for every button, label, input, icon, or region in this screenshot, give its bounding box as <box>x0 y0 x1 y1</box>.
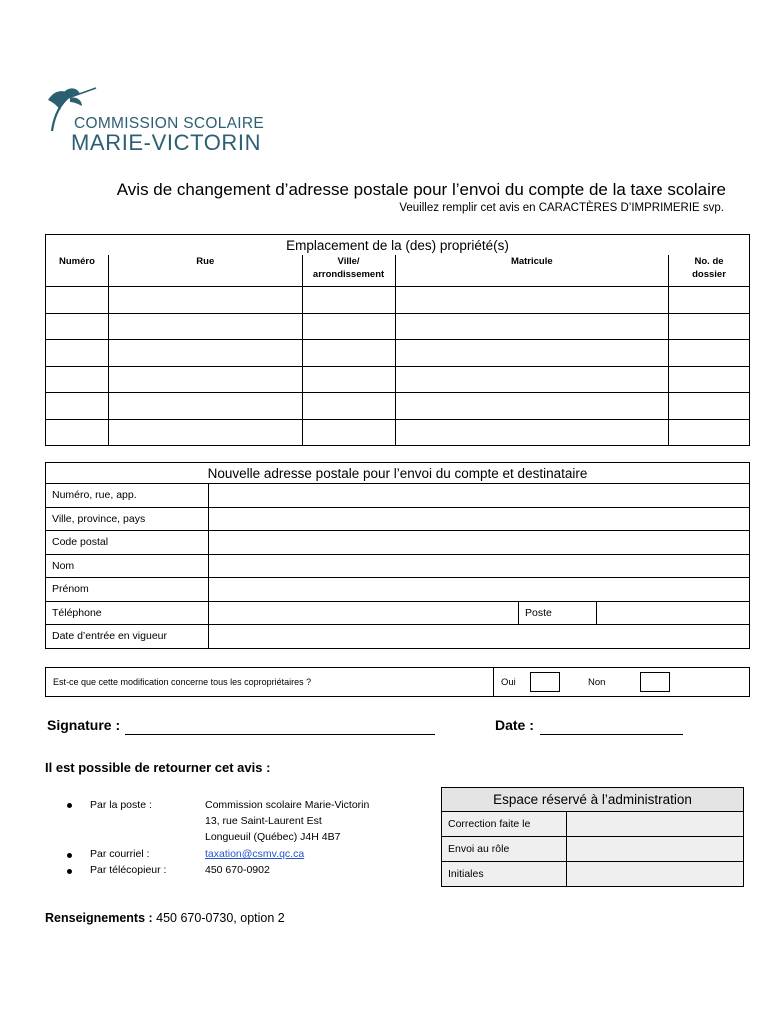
admin-box-title: Espace réservé à l’administration <box>442 788 744 812</box>
form-row-prenom <box>46 578 750 602</box>
nom-field[interactable] <box>209 554 750 578</box>
date-line[interactable] <box>540 734 683 735</box>
field-label-nom: Nom <box>46 554 209 578</box>
admin-box <box>441 787 744 887</box>
input-cell[interactable] <box>395 313 669 340</box>
bullet-icon <box>67 853 72 858</box>
logo <box>46 86 296 156</box>
prenom-field[interactable] <box>209 578 750 602</box>
date-label: Date : <box>495 717 534 733</box>
input-cell[interactable] <box>46 340 109 367</box>
address-field[interactable] <box>209 484 750 508</box>
input-cell[interactable] <box>108 340 302 367</box>
column-header-numero: Numéro <box>46 255 109 287</box>
info-label: Renseignements : <box>45 911 153 925</box>
admin-field-envoi <box>567 837 744 862</box>
non-label: Non <box>588 677 606 688</box>
email-link[interactable]: taxation@csmv.qc.ca <box>205 848 305 860</box>
oui-label: Oui <box>501 677 516 688</box>
admin-row <box>442 812 744 837</box>
column-header-rue: Rue <box>108 255 302 287</box>
logo-text-line2: MARIE-VICTORIN <box>71 130 262 155</box>
field-label-city: Ville, province, pays <box>46 507 209 531</box>
table-row <box>46 419 750 446</box>
input-cell[interactable] <box>302 313 395 340</box>
property-table <box>45 234 750 446</box>
address-table-title: Nouvelle adresse postale pour l’envoi du compte et destinataire <box>46 463 750 484</box>
info-value: 450 670-0730, option 2 <box>156 911 285 925</box>
co-owner-question <box>45 667 750 697</box>
input-cell[interactable] <box>669 393 750 420</box>
effective-date-field[interactable] <box>209 625 750 649</box>
form-row-date <box>46 625 750 649</box>
property-table-title: Emplacement de la (des) propriété(s) <box>46 235 750 256</box>
field-label-phone: Téléphone <box>46 601 209 625</box>
admin-row <box>442 837 744 862</box>
table-row <box>46 366 750 393</box>
field-label-prenom: Prénom <box>46 578 209 602</box>
input-cell[interactable] <box>302 340 395 367</box>
divider <box>493 668 494 696</box>
page-subtitle: Veuillez remplir cet avis en CARACTÈRES D’IMPRIMERIE svp. <box>399 202 724 214</box>
input-cell[interactable] <box>108 366 302 393</box>
input-cell[interactable] <box>108 393 302 420</box>
city-field[interactable] <box>209 507 750 531</box>
input-cell[interactable] <box>46 287 109 314</box>
fax-number: 450 670-0902 <box>205 864 270 876</box>
field-label-poste: Poste <box>519 601 597 625</box>
input-cell[interactable] <box>302 287 395 314</box>
column-header-ville: Ville/ arrondissement <box>302 255 395 287</box>
input-cell[interactable] <box>669 419 750 446</box>
bullet-icon <box>67 803 72 808</box>
post-address-line3: Longueuil (Québec) J4H 4B7 <box>205 831 341 843</box>
input-cell[interactable] <box>46 313 109 340</box>
input-cell[interactable] <box>669 287 750 314</box>
admin-label-correction: Correction faite le <box>442 812 567 837</box>
input-cell[interactable] <box>395 340 669 367</box>
poste-field[interactable] <box>597 601 750 625</box>
admin-field-correction <box>567 812 744 837</box>
return-heading: Il est possible de retourner cet avis : <box>45 760 271 775</box>
logo-text-line1: COMMISSION SCOLAIRE <box>74 115 265 132</box>
input-cell[interactable] <box>669 366 750 393</box>
table-row <box>46 313 750 340</box>
input-cell[interactable] <box>108 419 302 446</box>
non-checkbox[interactable] <box>640 672 670 692</box>
form-row-postal <box>46 531 750 555</box>
fax-label: Par télécopieur : <box>90 864 167 876</box>
input-cell[interactable] <box>46 393 109 420</box>
post-address-line2: 13, rue Saint-Laurent Est <box>205 815 322 827</box>
form-row-phone <box>46 601 750 625</box>
table-row <box>46 287 750 314</box>
column-header-dossier: No. de dossier <box>669 255 750 287</box>
input-cell[interactable] <box>46 419 109 446</box>
input-cell[interactable] <box>302 393 395 420</box>
field-label-postal: Code postal <box>46 531 209 555</box>
form-row-address <box>46 484 750 508</box>
phone-field[interactable] <box>209 601 519 625</box>
input-cell[interactable] <box>302 366 395 393</box>
info-line <box>45 911 285 925</box>
admin-row <box>442 862 744 887</box>
input-cell[interactable] <box>395 393 669 420</box>
table-row <box>46 393 750 420</box>
form-row-city <box>46 507 750 531</box>
bullet-icon <box>67 869 72 874</box>
input-cell[interactable] <box>395 287 669 314</box>
input-cell[interactable] <box>302 419 395 446</box>
postal-code-field[interactable] <box>209 531 750 555</box>
table-row <box>46 340 750 367</box>
admin-label-envoi: Envoi au rôle <box>442 837 567 862</box>
address-table <box>45 462 750 649</box>
input-cell[interactable] <box>669 340 750 367</box>
input-cell[interactable] <box>395 419 669 446</box>
admin-field-initiales <box>567 862 744 887</box>
admin-label-initiales: Initiales <box>442 862 567 887</box>
page-title: Avis de changement d’adresse postale pour l’envoi du compte de la taxe scolaire <box>116 180 726 199</box>
post-address-line1: Commission scolaire Marie-Victorin <box>205 799 370 811</box>
input-cell[interactable] <box>395 366 669 393</box>
column-header-matricule: Matricule <box>395 255 669 287</box>
input-cell[interactable] <box>108 313 302 340</box>
field-label-effective-date: Date d’entrée en vigueur <box>46 625 209 649</box>
form-row-nom <box>46 554 750 578</box>
input-cell[interactable] <box>669 313 750 340</box>
post-label: Par la poste : <box>90 799 152 811</box>
signature-label: Signature : <box>47 717 121 733</box>
field-label-address: Numéro, rue, app. <box>46 484 209 508</box>
signature-line[interactable] <box>125 734 435 735</box>
question-text: Est-ce que cette modification concerne tous les copropriétaires ? <box>53 677 312 687</box>
input-cell[interactable] <box>108 287 302 314</box>
input-cell[interactable] <box>46 366 109 393</box>
oui-checkbox[interactable] <box>530 672 560 692</box>
email-label: Par courriel : <box>90 848 150 860</box>
